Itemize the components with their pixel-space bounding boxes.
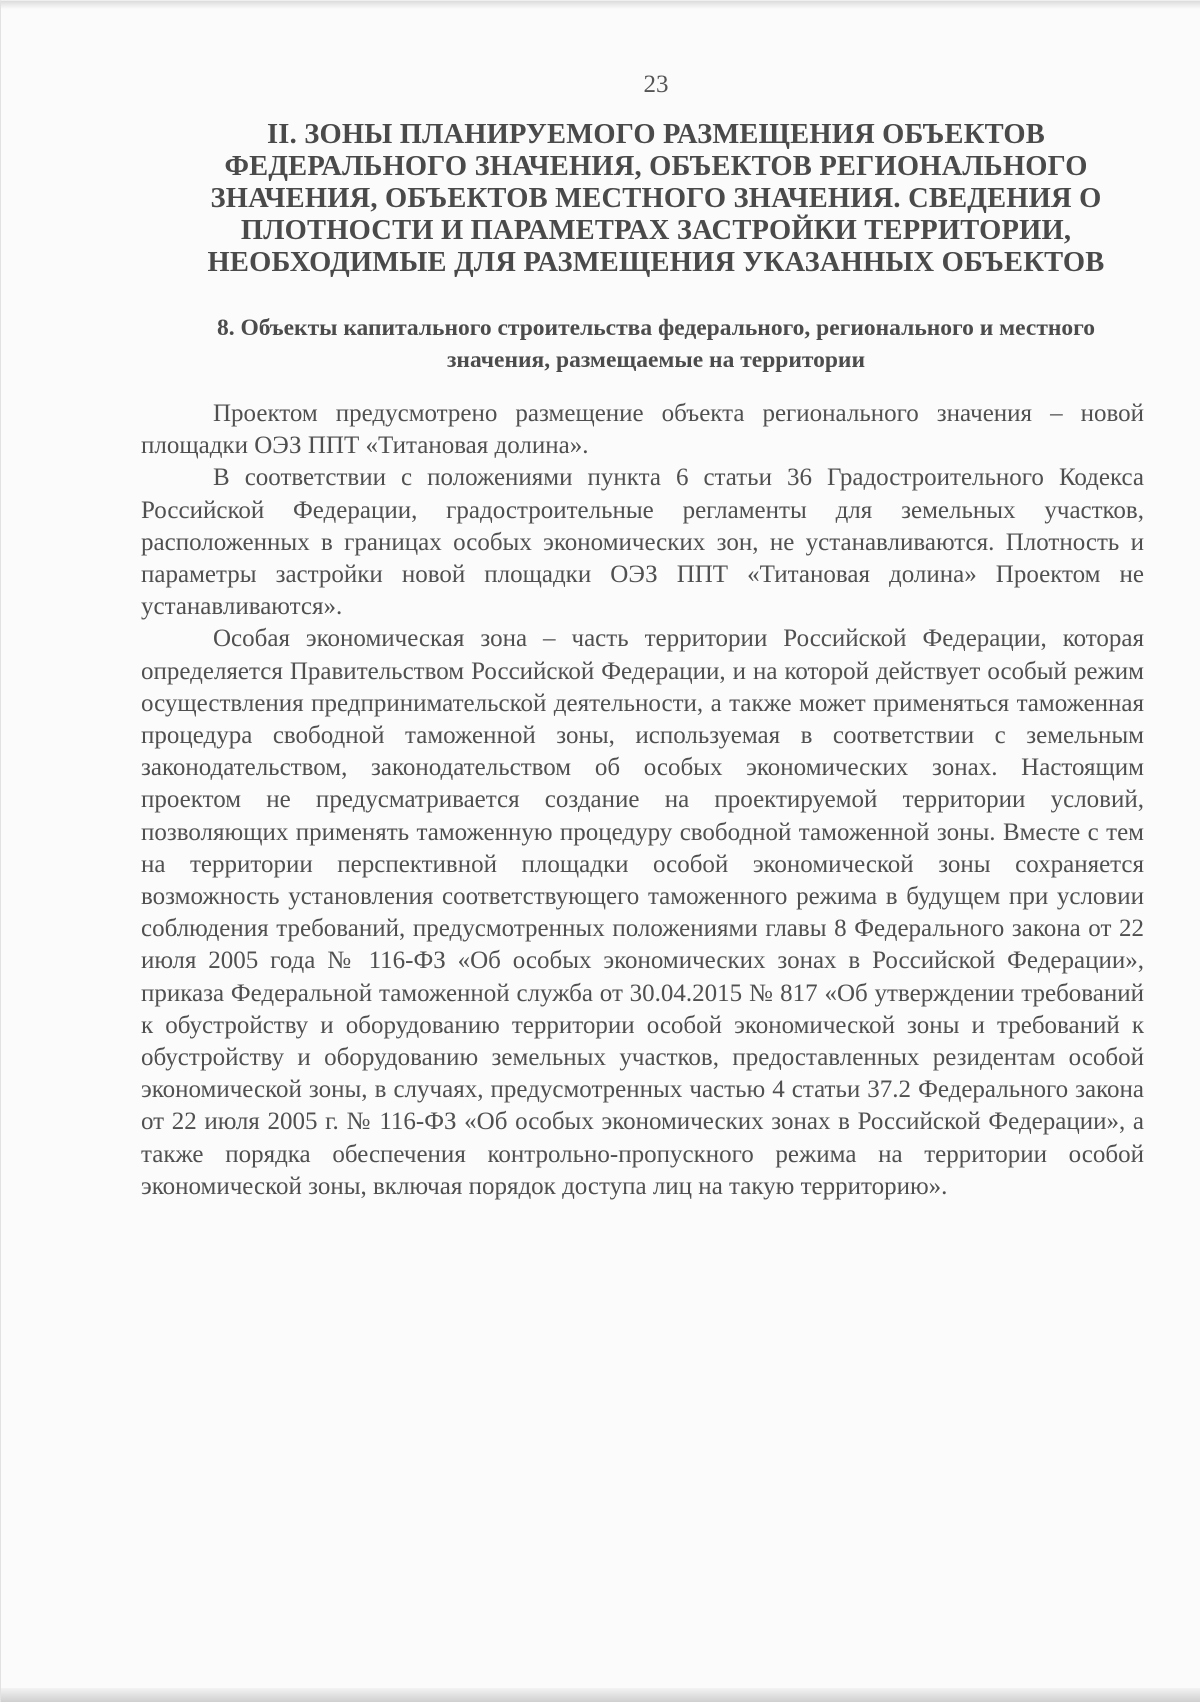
body-text	[141, 398, 1144, 1203]
page-number: 23	[643, 71, 669, 98]
paragraph: Проектом предусмотрено размещение объекта регионального значения – новой площадки ОЭЗ ППТ «Титановая долина».	[141, 400, 1144, 460]
section-heading: II. ЗОНЫ ПЛАНИРУЕМОГО РАЗМЕЩЕНИЯ ОБЪЕКТОВ ФЕДЕРАЛЬНОГО ЗНАЧЕНИЯ, ОБЪЕКТОВ РЕГИОНАЛЬНОГО ЗНАЧЕНИЯ, ОБЪЕКТОВ МЕСТНОГО ЗНАЧЕНИЯ. СВЕДЕНИЯ О ПЛОТНОСТИ И ПАРАМЕТРАХ ЗАСТРОЙКИ ТЕРРИТОРИИ, НЕОБХОДИМЫЕ ДЛЯ РАЗМЕЩЕНИЯ УКАЗАННЫХ ОБЪЕКТОВ	[207, 119, 1105, 278]
scan-edge-top	[1, 1, 1200, 9]
subsection-heading: 8. Объекты капитального строительства федерального, регионального и местного значения, размещаемые на территории	[216, 315, 1095, 373]
scan-edge-bottom	[1, 1688, 1200, 1702]
paragraph: В соответствии с положениями пункта 6 статьи 36 Градостроительного Кодекса Российской Федерации, градостроительные регламенты для земельных участков, расположенных в границах особых экономических зон, не устанавливаются. Плотность и параметры застройки новой площадки ОЭЗ ППТ «Титановая долина» Проектом не устанавливаются».	[141, 464, 1144, 621]
paragraph: Особая экономическая зона – часть территории Российской Федерации, которая определяется Правительством Российской Федерации, и на которой действует особый режим осуществления предпринимательской деятельности, а также может применяться таможенная процедура свободной таможенной зоны, используемая в соответствии с земельным законодательством, законодательством об особых экономических зонах. Настоящим проектом не предусматривается создание на проектируемой территории условий, позволяющих применять таможенную процедуру свободной таможенной зоны. Вместе с тем на территории перспективной площадки особой экономической зоны сохраняется возможность установления соответствующего таможенного режима в будущем при условии соблюдения требований, предусмотренных положениями главы 8 Федерального закона от 22 июля 2005 года № 116-ФЗ «Об особых экономических зонах в Российской Федерации», приказа Федеральной таможенной служба от 30.04.2015 № 817 «Об утверждении требований к обустройству и оборудованию территории особой экономической зоны и требований к обустройству и оборудованию земельных участков, предоставленных резидентам особой экономической зоны, в случаях, предусмотренных частью 4 статьи 37.2 Федерального закона от 22 июля 2005 г. № 116-ФЗ «Об особых экономических зонах в Российской Федерации», а также порядка обеспечения контрольно-пропускного режима на территории особой экономической зоны, включая порядок доступа лиц на такую территорию».	[141, 625, 1144, 1200]
